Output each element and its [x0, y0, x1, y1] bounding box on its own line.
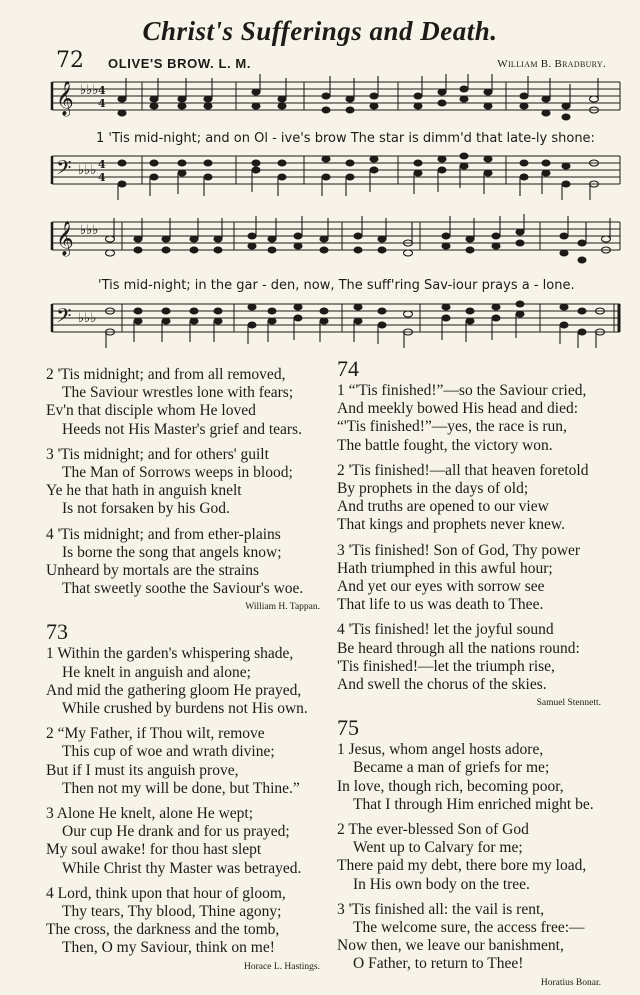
verse-line: “'Tis finished!”—yes, the race is run, [337, 418, 567, 436]
verse-line: While crushed by burdens not His own. [62, 700, 308, 718]
music-staff-treble-2 [46, 212, 622, 268]
verse-line: Ye he that hath in anguish knelt [46, 482, 242, 500]
verse-line: That I through Him enriched might be. [353, 795, 594, 813]
hymn-75-stanza-2 [337, 821, 617, 894]
hymn-74-stanza-1 [337, 382, 617, 455]
verse-line: 4 'Tis finished! let the joyful sound [337, 621, 554, 639]
svg-text:♭♭♭: ♭♭♭ [80, 83, 99, 98]
verse-line: Is not forsaken by his God. [62, 500, 230, 518]
verse-line: The Saviour wrestles lone with fears; [62, 384, 294, 402]
verse-line: There paid my debt, there bore my load, [337, 857, 587, 875]
hymn-73-stanza-3 [46, 805, 336, 878]
music-staff-bass-1 [46, 148, 622, 200]
hymn-74-author: Samuel Stennett. [536, 698, 601, 709]
verse-line: Heeds not His Master's grief and tears. [62, 420, 302, 438]
verse-line: 1 Within the garden's whispering shade, [46, 645, 294, 663]
verse-line: In His own body on the tree. [353, 875, 530, 893]
svg-text:♭♭♭: ♭♭♭ [78, 311, 97, 326]
verse-line: Be heard through all the nations round: [337, 639, 580, 657]
verse-line: He knelt in anguish and alone; [62, 663, 251, 681]
verse-line: 3 'Tis finished! Son of God, Thy power [337, 541, 581, 559]
verse-line: The welcome sure, the access free:— [353, 919, 585, 937]
verse-line: Then not my will be done, but Thine.” [62, 779, 300, 797]
hymn-74-stanza-2 [337, 462, 617, 535]
svg-text:𝄢: 𝄢 [56, 156, 72, 184]
hymn-number-72: 72 [56, 48, 84, 73]
svg-text:4: 4 [98, 158, 106, 171]
hymn-73-author: Horace L. Hastings. [244, 961, 320, 972]
right-column [337, 356, 617, 995]
verse-line: 2 'Tis midnight; and from all removed, [46, 366, 286, 383]
verse-line: And mid the gathering gloom He prayed, [46, 681, 302, 699]
hymn-75-stanza-1 [337, 741, 617, 814]
hymn-72-header [56, 48, 606, 74]
verse-line: Thy tears, Thy blood, Thine agony; [62, 903, 282, 921]
verse-line: 4 Lord, think upon that hour of gloom, [46, 884, 286, 902]
verse-line: And swell the chorus of the skies. [337, 676, 547, 694]
hymn-74-stanza-3 [337, 542, 617, 615]
hymn-73-stanza-1 [46, 645, 336, 718]
verse-line: 3 'Tis midnight; and for others' guilt [46, 445, 269, 463]
hymn-72-stanza-2 [46, 366, 336, 439]
verse-line: That kings and prophets never knew. [337, 516, 565, 534]
verse-line: Unheard by mortals are the strains [46, 562, 260, 580]
verse-line: By prophets in the days of old; [337, 480, 529, 498]
verse-line: My soul awake! for thou hast slept [46, 841, 262, 859]
verse-line: Is borne the song that angels know; [62, 543, 282, 561]
svg-text:4: 4 [98, 84, 106, 97]
music-staff-treble-1 [46, 74, 622, 126]
hymn-74-stanza-4 [337, 621, 617, 694]
hymn-75-stanza-3 [337, 901, 617, 974]
lyric-line-1: 1 'Tis mid-night; and on Ol - ive's brow The star is dimm'd that late-ly shone: [96, 131, 595, 146]
verse-line: 4 'Tis midnight; and from ether-plains [46, 525, 281, 543]
verse-line: Ev'n that disciple whom He loved [46, 402, 256, 420]
verse-line: 2 The ever-blessed Son of God [337, 821, 529, 839]
hymn-73-stanza-4 [46, 885, 336, 958]
svg-text:𝄞: 𝄞 [56, 81, 74, 116]
hymn-72-stanza-3 [46, 446, 336, 519]
verse-line: Hath triumphed in this awful hour; [337, 559, 553, 577]
verse-line: Our cup He drank and for us prayed; [62, 823, 290, 841]
svg-text:4: 4 [98, 171, 106, 184]
hymn-number-74: 74 [337, 356, 359, 381]
hymn-73-stanza-2 [46, 725, 336, 798]
verse-line: That life to us was death to Thee. [337, 596, 544, 614]
hymn-72-author: William H. Tappan. [245, 602, 320, 613]
verse-line: While Christ thy Master was betrayed. [62, 859, 302, 877]
verse-line: And yet our eyes with sorrow see [337, 578, 545, 596]
svg-text:𝄞: 𝄞 [56, 221, 74, 256]
verse-line: The Man of Sorrows weeps in blood; [62, 464, 293, 482]
verse-line: Now then, we leave our banishment, [337, 937, 564, 955]
svg-text:♭♭♭: ♭♭♭ [80, 223, 99, 238]
hymn-number-75: 75 [337, 715, 359, 741]
verse-line: O Father, to return to Thee! [353, 955, 524, 973]
hymn-75-author: Horatius Bonar. [540, 977, 601, 988]
tune-name: OLIVE'S BROW. L. M. [108, 56, 252, 71]
verse-line: The battle fought, the victory won. [337, 436, 553, 454]
hymn-number-73: 73 [46, 619, 68, 645]
verse-line: 3 Alone He knelt, alone He wept; [46, 805, 254, 823]
verse-line: 'Tis finished!—let the triumph rise, [337, 657, 555, 675]
lyric-line-2: 'Tis mid-night; in the gar - den, now, The suff'ring Sav-iour prays a - lone. [98, 278, 575, 293]
verse-line: 1 Jesus, whom angel hosts adore, [337, 741, 544, 759]
verse-line: 2 'Tis finished!—all that heaven foretold [337, 461, 589, 479]
hymn-72-stanza-4 [46, 526, 336, 599]
verse-line: 2 “My Father, if Thou wilt, remove [46, 725, 265, 743]
music-staff-bass-2 [46, 294, 622, 350]
svg-text:4: 4 [98, 97, 106, 110]
verse-line: But if I must its anguish prove, [46, 761, 239, 779]
verse-line: In love, though rich, becoming poor, [337, 777, 564, 795]
verse-line: The cross, the darkness and the tomb, [46, 921, 280, 939]
composer-credit: William B. Bradbury. [497, 58, 606, 70]
svg-text:𝄢: 𝄢 [56, 304, 72, 332]
left-column [46, 366, 336, 979]
verse-line: 3 'Tis finished all: the vail is rent, [337, 900, 545, 918]
svg-text:♭♭♭: ♭♭♭ [78, 163, 97, 178]
verse-line: And truths are opened to our view [337, 498, 549, 516]
verse-line: And meekly bowed His head and died: [337, 400, 579, 418]
verse-line: Became a man of griefs for me; [353, 759, 550, 777]
verse-line: Then, O my Saviour, think on me! [62, 939, 275, 957]
page-title: Christ's Sufferings and Death. [142, 16, 498, 46]
verse-line: That sweetly soothe the Saviour's woe. [62, 580, 304, 598]
verse-line: Went up to Calvary for me; [353, 839, 523, 857]
verse-line: 1 “'Tis finished!”—so the Saviour cried, [337, 382, 587, 399]
verse-line: This cup of woe and wrath divine; [62, 743, 275, 761]
